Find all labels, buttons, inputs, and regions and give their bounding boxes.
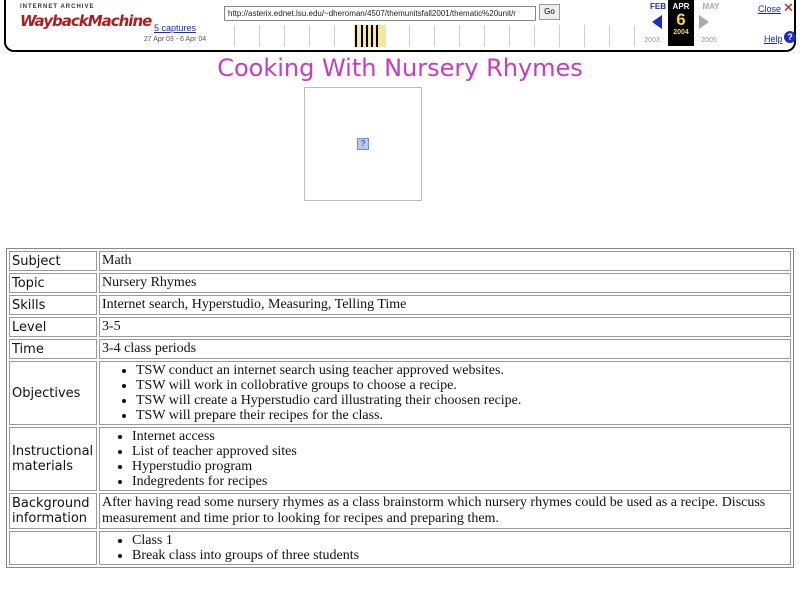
row-label: [9, 427, 97, 491]
spark-tick: [409, 25, 410, 47]
current-year: 2004: [673, 29, 689, 36]
spark-tick: [284, 25, 285, 47]
row-label-line: Instructional: [12, 444, 94, 459]
wayback-logo[interactable]: [20, 4, 152, 44]
row-label: [9, 531, 97, 565]
row-value: After having read some nursery rhymes as a class brainstorm which nursery rhymes could be used as a recipe. Discuss measurement and time prior to looking for recipes and preparing them.: [99, 493, 791, 529]
table-row-background: [9, 493, 791, 529]
list-item: • TSW will prepare their recipes for the class.: [136, 408, 788, 423]
row-value: 3-5: [99, 317, 791, 337]
spark-bar: [355, 25, 357, 47]
list-item: • List of teacher approved sites: [132, 444, 788, 459]
help-link[interactable]: Help: [764, 34, 783, 44]
row-label-line: materials: [12, 459, 74, 474]
objectives-list: [102, 363, 788, 423]
row-value: Math: [99, 251, 791, 271]
row-label: Time: [9, 339, 97, 359]
spark-tick: [509, 25, 510, 47]
wayback-toolbar: [4, 0, 796, 52]
list-item: • Break class into groups of three students: [132, 548, 788, 563]
list-item: • Internet access: [132, 429, 788, 444]
table-row: [9, 317, 791, 337]
spark-tick: [459, 25, 460, 47]
lesson-table: [6, 248, 794, 568]
spark-tick: [334, 25, 335, 47]
row-value: Internet search, Hyperstudio, Measuring, Telling Time: [99, 295, 791, 315]
row-value: [99, 531, 791, 565]
spark-tick: [634, 25, 635, 47]
spark-bar: [376, 25, 378, 47]
materials-list: [102, 429, 788, 489]
row-label: Subject: [9, 251, 97, 271]
table-row: [9, 273, 791, 293]
spark-tick: [234, 25, 235, 47]
spark-bar: [366, 25, 368, 47]
current-month: APR: [672, 2, 690, 11]
broken-image-frame: [304, 87, 422, 201]
list-item: • Indegredents for recipes: [132, 474, 788, 489]
table-row-materials: [9, 427, 791, 491]
spark-bar: [371, 25, 373, 47]
captures-link[interactable]: 5 captures: [153, 23, 197, 33]
spark-tick: [534, 25, 535, 47]
table-row-procedure: [9, 531, 791, 565]
prev-month-label[interactable]: FEB: [650, 2, 666, 11]
row-label: Topic: [9, 273, 97, 293]
prev-capture-arrow-icon[interactable]: [652, 15, 662, 29]
next-year-label: 2005: [701, 37, 717, 44]
spark-tick: [484, 25, 485, 47]
row-label: Objectives: [9, 361, 97, 425]
row-label-line: Background: [12, 496, 90, 511]
list-item: • Class 1: [132, 533, 788, 548]
spark-tick: [584, 25, 585, 47]
close-icon[interactable]: ✕: [783, 1, 794, 16]
row-label: Level: [9, 317, 97, 337]
table-row: [9, 295, 791, 315]
captures-range: 27 Apr 03 - 6 Apr 04: [143, 36, 207, 43]
page-title: Cooking With Nursery Rhymes: [217, 54, 583, 82]
capture-sparkline[interactable]: [224, 25, 638, 47]
url-input[interactable]: http://asterix.ednet.lsu.edu/~dheroman/4507/themunitsfall2001/thematic%20unit/r: [224, 6, 536, 21]
table-row-objectives: [9, 361, 791, 425]
table-row: [9, 251, 791, 271]
spark-tick: [609, 25, 610, 47]
list-item: • Hyperstudio program: [132, 459, 788, 474]
current-day: 6: [676, 10, 686, 29]
row-label: [9, 493, 97, 529]
next-capture-arrow-icon: [699, 15, 709, 29]
row-label: Skills: [9, 295, 97, 315]
spark-highlight: [354, 25, 386, 47]
procedure-list: [102, 533, 788, 563]
row-value: [99, 427, 791, 491]
row-label-line: information: [12, 511, 88, 526]
row-value: 3-4 class periods: [99, 339, 791, 359]
spark-tick: [434, 25, 435, 47]
captures-info: [142, 23, 208, 43]
next-month-label: MAY: [702, 2, 720, 11]
list-item: • TSW will work in collobrative groups to choose a recipe.: [136, 378, 788, 393]
table-row: [9, 339, 791, 359]
spark-tick: [309, 25, 310, 47]
row-value: [99, 361, 791, 425]
prev-year-label: 2003: [644, 37, 660, 44]
list-item: • TSW conduct an internet search using teacher approved websites.: [136, 363, 788, 378]
list-item: • TSW will create a Hyperstudio card illustrating their choosen recipe.: [136, 393, 788, 408]
wayback-logo-main: WaybackMachine: [20, 12, 152, 30]
spark-tick: [259, 25, 260, 47]
row-value: Nursery Rhymes: [99, 273, 791, 293]
broken-image-icon: ?: [357, 138, 369, 150]
spark-tick: [559, 25, 560, 47]
wayback-logo-top: INTERNET ARCHIVE: [20, 4, 95, 10]
spark-bar: [361, 25, 363, 47]
go-button[interactable]: Go: [539, 4, 560, 20]
help-icon[interactable]: ?: [784, 31, 796, 43]
current-capture-date: [668, 0, 694, 46]
close-link[interactable]: Close: [758, 4, 782, 14]
